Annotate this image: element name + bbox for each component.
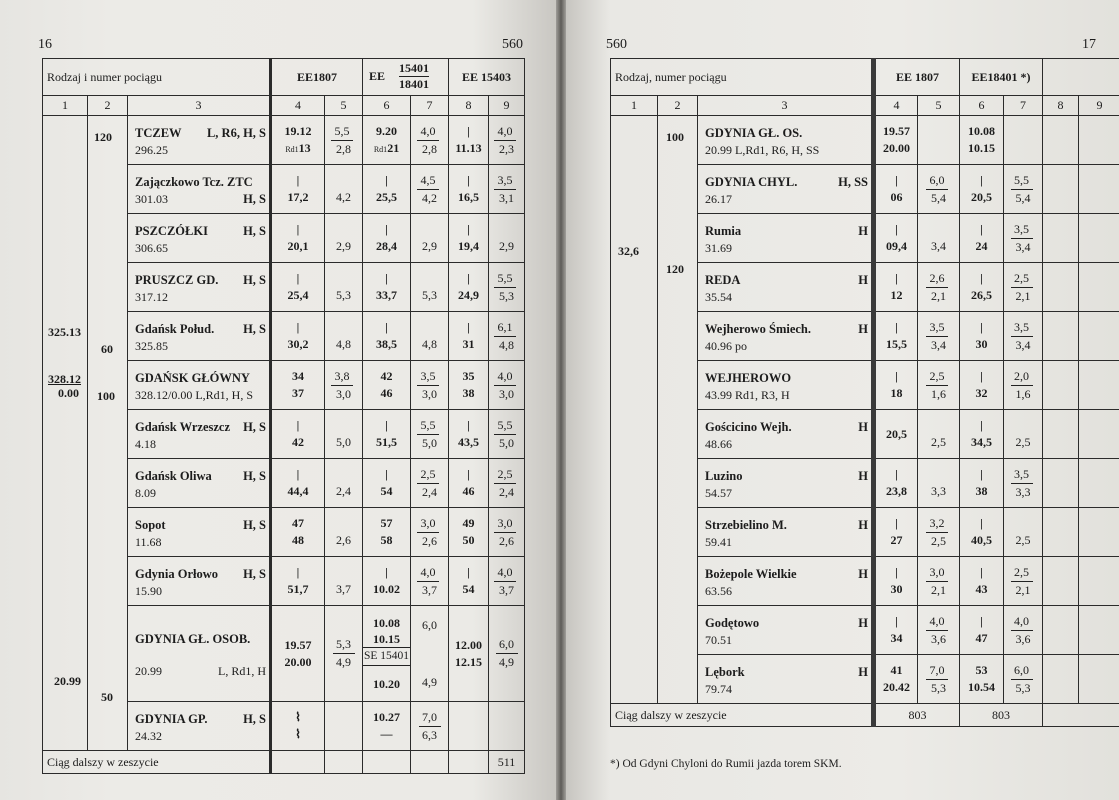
right-empty-col9 (1079, 459, 1119, 508)
left-train2-runtime: 4,5 4,2 (411, 165, 449, 214)
station-km: 59.41 (705, 534, 732, 549)
right-footer-c6: 803 (960, 704, 1043, 727)
left-table-number: 560 (502, 37, 523, 52)
left-train1-time: | 42 (271, 410, 325, 459)
left-train1-runtime: 2,9 (325, 214, 363, 263)
station-km: 48.66 (705, 436, 732, 451)
right-empty-col8 (1043, 361, 1079, 410)
right-train2-runtime (1004, 116, 1043, 165)
right-station-cell (698, 557, 874, 606)
right-col-number: 9 (1079, 96, 1119, 116)
right-train2-time: | 43 (960, 557, 1004, 606)
left-train3-time: 49 50 (449, 508, 489, 557)
station-km: 306.65 (135, 240, 168, 255)
right-train1-time: | 09,4 (874, 214, 918, 263)
right-footer-c4: 803 (874, 704, 960, 727)
left-train3-time: | 19,4 (449, 214, 489, 263)
right-train2-time: 53 10.54 (960, 655, 1004, 704)
right-empty-col9 (1079, 655, 1119, 704)
right-header-train1: EE 1807 (874, 59, 960, 96)
left-km-0-00: 0.00 (58, 386, 79, 400)
station-km: 4.18 (135, 436, 156, 451)
station-km: 325.85 (135, 338, 168, 353)
left-train1-time: | 30,2 (271, 312, 325, 361)
station-codes: H, S (243, 321, 266, 336)
left-train3-runtime: 3,5 3,1 (489, 165, 525, 214)
right-empty-col8 (1043, 263, 1079, 312)
station-codes: H (858, 321, 869, 336)
left-train2-time: | 28,4 (363, 214, 411, 263)
left-station-cell (128, 361, 271, 410)
left-station-cell (128, 459, 271, 508)
right-empty-col9 (1079, 557, 1119, 606)
right-station-cell (698, 214, 874, 263)
left-station-cell (128, 263, 271, 312)
left-station-cell (128, 214, 271, 263)
right-station-cell (698, 263, 874, 312)
station-km: 328.12/0.00 L,Rd1, H, S (135, 387, 254, 402)
right-station-cell (698, 459, 874, 508)
left-train3-runtime: 2,5 2,4 (489, 459, 525, 508)
left-train3-runtime: 6,0 4,9 (489, 606, 525, 702)
right-train1-time: | 15,5 (874, 312, 918, 361)
station-km: 11.68 (135, 534, 162, 549)
left-station-row (43, 116, 525, 165)
left-train1-time: | 51,7 (271, 557, 325, 606)
right-station-cell (698, 361, 874, 410)
left-col-number: 7 (411, 96, 449, 116)
station-codes: H, S (243, 272, 266, 287)
right-train1-time: | 12 (874, 263, 918, 312)
right-km-column (611, 116, 658, 704)
right-station-cell (698, 165, 874, 214)
right-col-number: 3 (698, 96, 874, 116)
left-train1-runtime: 5,3 4,9 (325, 606, 363, 702)
left-km-column (43, 116, 88, 751)
station-codes: L, R6, H, S (206, 125, 266, 140)
right-train2-time: | 47 (960, 606, 1004, 655)
left-train3-time: 12.00 12.15 (449, 606, 489, 702)
left-station-cell (128, 557, 271, 606)
station-km: 26.17 (705, 191, 732, 206)
station-name: Strzebielino M. (705, 517, 787, 532)
right-train2-time: | 26,5 (960, 263, 1004, 312)
station-km: 70.51 (705, 632, 732, 647)
left-train2-time: 10.27 — (363, 702, 411, 751)
left-train3-runtime: 4,0 3,7 (489, 557, 525, 606)
right-col-number: 2 (658, 96, 698, 116)
left-train3-time: | 24,9 (449, 263, 489, 312)
station-name: REDA (705, 272, 741, 287)
left-km-20-99: 20.99 (54, 674, 81, 688)
left-station-cell (128, 116, 271, 165)
left-col-number: 2 (88, 96, 128, 116)
right-train2-time: | 20,5 (960, 165, 1004, 214)
right-train1-time: | 27 (874, 508, 918, 557)
left-train1-time: 19.57 20.00 (271, 606, 325, 702)
left-header-train3: EE 15403 (449, 59, 525, 96)
right-train2-runtime: 5,5 5,4 (1004, 165, 1043, 214)
left-station-cell (128, 165, 271, 214)
right-station-cell (698, 508, 874, 557)
left-train2-time: 42 46 (363, 361, 411, 410)
right-train1-time: | 06 (874, 165, 918, 214)
right-speed-120: 120 (666, 262, 684, 276)
left-train3-time: | 11.13 (449, 116, 489, 165)
right-empty-col9 (1079, 116, 1119, 165)
right-station-row (611, 116, 1119, 165)
station-name: Godętowo (705, 615, 760, 630)
station-codes: H, S (243, 566, 266, 581)
right-train1-runtime (918, 116, 960, 165)
left-train1-runtime (325, 702, 363, 751)
right-train2-time: | 34,5 (960, 410, 1004, 459)
station-km: 40.96 po (705, 338, 747, 353)
station-name: PSZCZÓŁKI (135, 223, 208, 238)
right-train1-time: | 30 (874, 557, 918, 606)
right-empty-col8 (1043, 312, 1079, 361)
station-codes: H (858, 419, 869, 434)
right-train1-runtime: 3,3 (918, 459, 960, 508)
right-empty-col9 (1079, 263, 1119, 312)
station-name: GDYNIA GŁ. OS. (705, 125, 803, 140)
right-train1-time: | 34 (874, 606, 918, 655)
station-codes: H, S (243, 468, 266, 483)
left-km-325-13: 325.13 (48, 325, 81, 339)
left-train2-runtime: 2,9 (411, 214, 449, 263)
left-train1-time: | 25,4 (271, 263, 325, 312)
right-train2-runtime: 2,5 (1004, 410, 1043, 459)
station-codes: H, SS (838, 174, 869, 189)
right-footer-text: Ciąg dalszy w zeszycie (611, 704, 874, 727)
left-header-train2-prefix: EE (369, 69, 386, 83)
left-train3-time: | 16,5 (449, 165, 489, 214)
station-codes: H, S (243, 711, 266, 726)
right-km-32-6: 32,6 (618, 244, 639, 258)
left-footer-text: Ciąg dalszy w zeszycie (43, 751, 271, 774)
right-station-cell (698, 655, 874, 704)
right-page-number: 17 (1082, 37, 1096, 52)
left-train2-runtime: 5,5 5,0 (411, 410, 449, 459)
station-name: Gdańsk Połud. (135, 321, 215, 336)
left-train1-time: 47 48 (271, 508, 325, 557)
left-train2-time: | 54 (363, 459, 411, 508)
left-speed-column (88, 116, 128, 751)
station-codes: H (858, 664, 869, 679)
left-header-train1: EE1807 (271, 59, 363, 96)
left-train1-runtime: 4,8 (325, 312, 363, 361)
left-col-number: 6 (363, 96, 411, 116)
left-train2-runtime: 3,5 3,0 (411, 361, 449, 410)
left-train1-runtime: 2,4 (325, 459, 363, 508)
right-train2-runtime: 4,0 3,6 (1004, 606, 1043, 655)
left-train1-time: 34 37 (271, 361, 325, 410)
right-speed-column (658, 116, 698, 704)
station-codes: H, S (243, 223, 266, 238)
right-col-number: 7 (1004, 96, 1043, 116)
left-train2-time: | 38,5 (363, 312, 411, 361)
left-speed-120: 120 (94, 130, 112, 144)
right-col-number: 6 (960, 96, 1004, 116)
right-train1-runtime: 2,5 (918, 410, 960, 459)
left-page (0, 0, 556, 800)
station-km: 8.09 (135, 485, 156, 500)
station-codes: H (858, 517, 869, 532)
station-km: 63.56 (705, 583, 732, 598)
right-empty-col8 (1043, 165, 1079, 214)
station-name: TCZEW (135, 125, 182, 140)
right-train2-time: 10.08 10.15 (960, 116, 1004, 165)
right-header-train2: EE18401 *) (960, 59, 1043, 96)
right-train2-runtime: 3,5 3,4 (1004, 214, 1043, 263)
right-empty-col8 (1043, 655, 1079, 704)
station-name: Gościcino Wejh. (705, 419, 792, 434)
left-train1-runtime: 3,8 3,0 (325, 361, 363, 410)
left-train1-runtime: 5,3 (325, 263, 363, 312)
left-train1-time: 19.12 Rd113 (271, 116, 325, 165)
right-train1-runtime: 3,4 (918, 214, 960, 263)
left-train2-runtime: 4,8 (411, 312, 449, 361)
right-empty-col9 (1079, 410, 1119, 459)
right-column-numbers (611, 96, 1119, 116)
right-train1-time: | 18 (874, 361, 918, 410)
left-train2-time: | 33,7 (363, 263, 411, 312)
right-train2-time: | 32 (960, 361, 1004, 410)
station-km: 31.69 (705, 240, 732, 255)
left-col-number: 1 (43, 96, 88, 116)
left-station-cell (128, 508, 271, 557)
left-train2-runtime: 6,0 4,9 (411, 606, 449, 702)
station-codes: H, S (243, 419, 266, 434)
left-train3-runtime: 4,0 2,3 (489, 116, 525, 165)
right-empty-col8 (1043, 116, 1079, 165)
station-km: 54.57 (705, 485, 732, 500)
station-name: Gdańsk Oliwa (135, 468, 212, 483)
left-col-number: 9 (489, 96, 525, 116)
left-train3-runtime: 6,1 4,8 (489, 312, 525, 361)
right-train1-time: | 23,8 (874, 459, 918, 508)
left-train1-runtime: 4,2 (325, 165, 363, 214)
right-timetable (610, 58, 1119, 727)
station-name: Wejherowo Śmiech. (705, 321, 812, 336)
right-empty-col9 (1079, 312, 1119, 361)
station-name: Rumia (705, 223, 742, 238)
right-empty-col8 (1043, 410, 1079, 459)
station-name: Lębork (705, 664, 745, 679)
right-page (566, 0, 1119, 800)
right-empty-col8 (1043, 606, 1079, 655)
left-train2-time: | 10.02 (363, 557, 411, 606)
left-header-train2-top: 15401 (399, 61, 430, 75)
left-train3-time (449, 702, 489, 751)
right-empty-col8 (1043, 214, 1079, 263)
left-header-kind: Rodzaj i numer pociągu (43, 59, 271, 96)
right-train2-time: | 40,5 (960, 508, 1004, 557)
right-train2-runtime: 6,0 5,3 (1004, 655, 1043, 704)
right-train2-time: | 30 (960, 312, 1004, 361)
left-train1-time: ⌇ ⌇ (271, 702, 325, 751)
station-name: GDAŃSK GŁÓWNY (135, 370, 250, 385)
left-train2-runtime: 7,0 6,3 (411, 702, 449, 751)
right-col-number: 5 (918, 96, 960, 116)
station-codes: H, S (243, 191, 266, 206)
right-train2-time: | 38 (960, 459, 1004, 508)
station-codes: H (858, 566, 869, 581)
station-name: Sopot (135, 517, 166, 532)
left-train3-runtime: 4,0 3,0 (489, 361, 525, 410)
right-train1-time: 20,5 (874, 410, 918, 459)
right-footnote: *) Od Gdyni Chyloni do Rumii jazda torem SKM. (610, 758, 842, 770)
right-header-kind: Rodzaj, numer pociągu (611, 59, 874, 96)
left-train3-runtime: 3,0 2,6 (489, 508, 525, 557)
station-km: 24.32 (135, 728, 162, 743)
left-train3-time: | 54 (449, 557, 489, 606)
right-train2-time: | 24 (960, 214, 1004, 263)
left-train1-time: | 44,4 (271, 459, 325, 508)
right-train1-runtime: 2,6 2,1 (918, 263, 960, 312)
left-train1-runtime: 2,6 (325, 508, 363, 557)
left-train2-time: | 51,5 (363, 410, 411, 459)
right-train1-runtime: 3,5 3,4 (918, 312, 960, 361)
left-train2-time: 9.20 Rd121 (363, 116, 411, 165)
station-km: 79.74 (705, 681, 732, 696)
left-station-cell (128, 410, 271, 459)
right-train1-runtime: 2,5 1,6 (918, 361, 960, 410)
station-codes: H (858, 468, 869, 483)
right-train2-runtime: 2,5 2,1 (1004, 557, 1043, 606)
right-station-cell (698, 606, 874, 655)
left-train1-runtime: 3,7 (325, 557, 363, 606)
left-train1-runtime: 5,0 (325, 410, 363, 459)
left-train1-time: | 20,1 (271, 214, 325, 263)
right-station-cell (698, 410, 874, 459)
left-col-number: 3 (128, 96, 271, 116)
left-page-number: 16 (38, 37, 52, 52)
right-train2-runtime: 3,5 3,3 (1004, 459, 1043, 508)
station-codes: H, S (243, 517, 266, 532)
left-train2-time: 10.08 10.15 SE 15401 10.20 (363, 606, 411, 702)
left-train3-runtime (489, 702, 525, 751)
left-speed-100: 100 (97, 389, 115, 403)
left-timetable (42, 58, 525, 774)
left-station-cell (128, 606, 271, 702)
left-speed-50: 50 (101, 690, 113, 704)
station-km: 20.99 (135, 663, 162, 678)
left-col-number: 5 (325, 96, 363, 116)
right-col-number: 8 (1043, 96, 1079, 116)
station-name: Bożepole Wielkie (705, 566, 797, 581)
station-name: WEJHEROWO (705, 370, 792, 385)
left-train2-time: 57 58 (363, 508, 411, 557)
right-train2-runtime: 2,5 (1004, 508, 1043, 557)
left-speed-60: 60 (101, 342, 113, 356)
right-empty-col9 (1079, 214, 1119, 263)
left-col-number: 4 (271, 96, 325, 116)
station-name: PRUSZCZ GD. (135, 272, 219, 287)
left-train1-time: | 17,2 (271, 165, 325, 214)
left-footer-c9: 511 (489, 751, 525, 774)
left-train3-time: | 43,5 (449, 410, 489, 459)
right-speed-100: 100 (666, 130, 684, 144)
right-train1-time: 19.57 20.00 (874, 116, 918, 165)
right-station-cell (698, 116, 874, 165)
left-column-numbers (43, 96, 525, 116)
station-codes: H (858, 223, 869, 238)
station-km: 301.03 (135, 191, 168, 206)
station-km: 20.99 L,Rd1, R6, H, SS (705, 142, 820, 157)
left-train2-runtime: 2,5 2,4 (411, 459, 449, 508)
right-col-number: 4 (874, 96, 918, 116)
right-empty-col8 (1043, 557, 1079, 606)
left-station-cell (128, 702, 271, 751)
left-train3-time: | 31 (449, 312, 489, 361)
station-name: GDYNIA GP. (135, 711, 208, 726)
left-km-328-12: 328.12 (48, 372, 81, 386)
right-col-number: 1 (611, 96, 658, 116)
right-table-number: 560 (606, 37, 627, 52)
station-km: 317.12 (135, 289, 168, 304)
right-train1-runtime: 4,0 3,6 (918, 606, 960, 655)
left-train3-time: 35 38 (449, 361, 489, 410)
left-train1-runtime: 5,5 2,8 (325, 116, 363, 165)
station-name: Gdynia Orłowo (135, 566, 218, 581)
left-train2-time: | 25,5 (363, 165, 411, 214)
left-train2-runtime: 5,3 (411, 263, 449, 312)
right-empty-col9 (1079, 361, 1119, 410)
right-empty-col8 (1043, 508, 1079, 557)
station-codes: H (858, 615, 869, 630)
left-train3-runtime: 5,5 5,3 (489, 263, 525, 312)
left-train2-runtime: 4,0 2,8 (411, 116, 449, 165)
station-km: 35.54 (705, 289, 732, 304)
right-train2-runtime: 2,0 1,6 (1004, 361, 1043, 410)
right-train1-runtime: 6,0 5,4 (918, 165, 960, 214)
left-train3-runtime: 2,9 (489, 214, 525, 263)
right-train1-time: 41 20.42 (874, 655, 918, 704)
right-empty-col8 (1043, 459, 1079, 508)
station-codes: L, Rd1, H (218, 663, 266, 678)
left-header-train2 (363, 59, 449, 96)
right-empty-col9 (1079, 165, 1119, 214)
right-train2-runtime: 3,5 3,4 (1004, 312, 1043, 361)
station-name: Luzino (705, 468, 743, 483)
left-train3-time: | 46 (449, 459, 489, 508)
book-gutter (556, 0, 566, 800)
right-empty-col9 (1079, 508, 1119, 557)
right-train1-runtime: 3,2 2,5 (918, 508, 960, 557)
station-name: GDYNIA CHYL. (705, 174, 798, 189)
left-station-cell (128, 312, 271, 361)
right-empty-col9 (1079, 606, 1119, 655)
station-km: 296.25 (135, 142, 168, 157)
left-train2-runtime: 3,0 2,6 (411, 508, 449, 557)
station-name: GDYNIA GŁ. OSOB. (135, 631, 251, 646)
left-train3-runtime: 5,5 5,0 (489, 410, 525, 459)
left-header-train2-bottom: 18401 (399, 77, 430, 91)
right-train1-runtime: 7,0 5,3 (918, 655, 960, 704)
right-train1-runtime: 3,0 2,1 (918, 557, 960, 606)
station-km: 43.99 Rd1, R3, H (705, 387, 790, 402)
station-name: Gdańsk Wrzeszcz (135, 419, 231, 434)
station-name: Zajączkowo Tcz. ZTC (135, 174, 253, 189)
right-train2-runtime: 2,5 2,1 (1004, 263, 1043, 312)
left-col-number: 8 (449, 96, 489, 116)
left-train2-runtime: 4,0 3,7 (411, 557, 449, 606)
station-km: 15.90 (135, 583, 162, 598)
right-station-cell (698, 312, 874, 361)
station-codes: H (858, 272, 869, 287)
